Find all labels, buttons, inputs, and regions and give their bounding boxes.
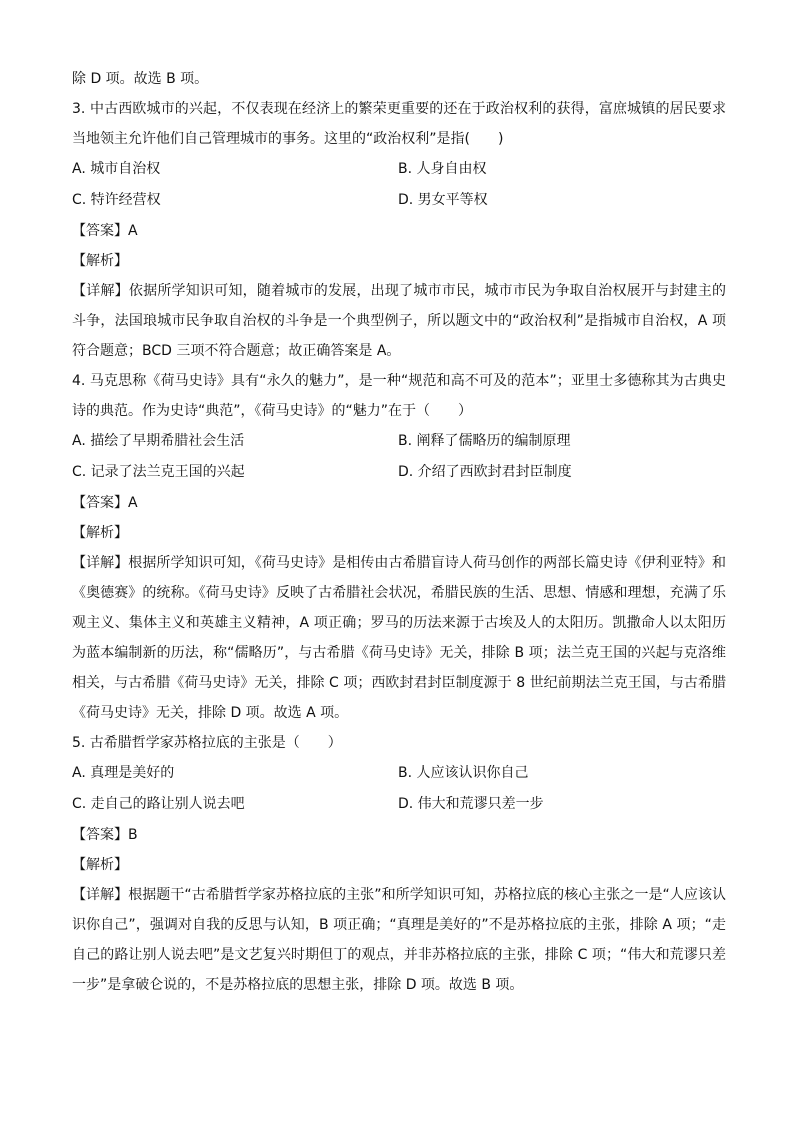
analysis-label: 【解析】 [72, 857, 128, 873]
intro-tail: 除 D 项。故选 B 项。 [72, 71, 209, 87]
options-row [72, 185, 726, 216]
question-stem: 3. 中古西欧城市的兴起，不仅表现在经济上的繁荣更重要的还在于政治权利的获得，富庶城镇的居民要求当地领主允许他们自己管理城市的事务。这里的“政治权利”是指( ) [72, 101, 726, 147]
option-a: A. 城市自治权 [72, 161, 161, 177]
options-row [72, 426, 726, 457]
option-b: B. 阐释了儒略历的编制原理 [398, 433, 571, 449]
question-5 [72, 728, 726, 1000]
detail-text: 【详解】根据题干“古希腊哲学家苏格拉底的主张”和所学知识可知，苏格拉底的核心主张之一是“人应该认识你自己”，强调对自我的反思与认知，B 项正确；“真理是美好的”不是苏格拉底的主张，排除 A 项；“走自己的路让别人说去吧”是文艺复兴时期但丁的观点，并非苏格拉底的主张，排除 C 项；“伟大和荒谬只差一步”是拿破仑说的，不是苏格拉底的思想主张，排除 D 项。故选 B 项。 [72, 887, 726, 993]
options-row [72, 457, 726, 488]
answer-label: 【答案】B [72, 827, 138, 843]
option-c: C. 走自己的路让别人说去吧 [72, 796, 245, 812]
option-d: D. 伟大和荒谬只差一步 [398, 796, 544, 812]
option-d: D. 男女平等权 [398, 192, 488, 208]
detail-text: 【详解】根据所学知识可知，《荷马史诗》是相传由古希腊盲诗人荷马创作的两部长篇史诗《伊利亚特》和《奥德赛》的统称。《荷马史诗》反映了古希腊社会状况，希腊民族的生活、思想、情感和理想，充满了乐观主义、集体主义和英雄主义精神，A 项正确；罗马的历法来源于古埃及人的太阳历。凯撒命人以太阳历为蓝本编制新的历法，称“儒略历”，与古希腊《荷马史诗》无关，排除 B 项；法兰克王国的兴起与克洛维相关，与古希腊《荷马史诗》无关，排除 C 项；西欧封君封臣制度源于 8 世纪前期法兰克王国，与古希腊《荷马史诗》无关，排除 D 项。故选 A 项。 [72, 555, 726, 721]
question-4 [72, 366, 726, 728]
option-c: C. 记录了法兰克王国的兴起 [72, 464, 245, 480]
analysis-label: 【解析】 [72, 525, 128, 541]
answer-label: 【答案】A [72, 223, 138, 239]
option-b: B. 人应该认识你自己 [398, 765, 529, 781]
question-stem: 5. 古希腊哲学家苏格拉底的主张是（ ） [72, 735, 342, 751]
option-a: A. 真理是美好的 [72, 765, 175, 781]
question-3 [72, 94, 726, 366]
option-a: A. 描绘了早期希腊社会生活 [72, 433, 245, 449]
detail-text: 【详解】依据所学知识可知，随着城市的发展，出现了城市市民，城市市民为争取自治权展开与封建主的斗争，法国琅城市民争取自治权的斗争是一个典型例子，所以题文中的“政治权利”是指城市自治权，A 项符合题意；BCD 三项不符合题意；故正确答案是 A。 [72, 283, 726, 359]
question-stem: 4. 马克思称《荷马史诗》具有“永久的魅力”，是一种“规范和高不可及的范本”；亚里士多德称其为古典史诗的典范。作为史诗“典范”，《荷马史诗》的“魅力”在于（ ） [72, 373, 726, 419]
option-b: B. 人身自由权 [398, 161, 487, 177]
options-row [72, 758, 726, 789]
answer-label: 【答案】A [72, 495, 138, 511]
options-row [72, 789, 726, 820]
option-c: C. 特许经营权 [72, 192, 161, 208]
analysis-label: 【解析】 [72, 253, 128, 269]
option-d: D. 介绍了西欧封君封臣制度 [398, 464, 572, 480]
options-row [72, 154, 726, 185]
